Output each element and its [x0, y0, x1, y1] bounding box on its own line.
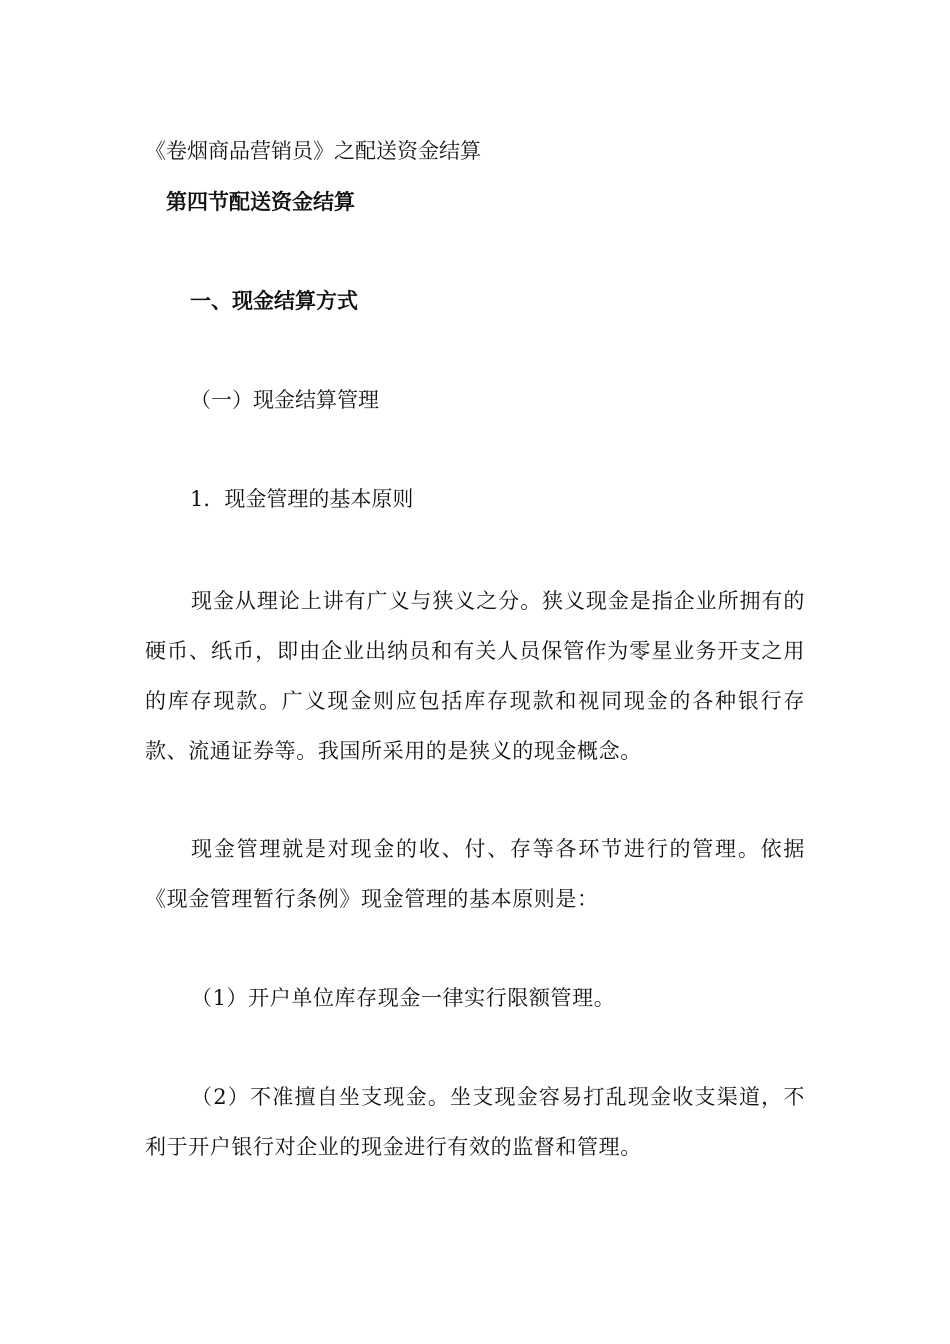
heading-cash-settlement-management: （一）现金结算管理	[190, 388, 379, 412]
paragraph-cash-management: 现金管理就是对现金的收、付、存等各环节进行的管理。依据《现金管理暂行条例》现金管理的基本原则是：	[145, 837, 805, 911]
heading-cash-settlement-method: 一、现金结算方式	[190, 288, 358, 313]
paragraph-cash-definition: 现金从理论上讲有广义与狭义之分。狭义现金是指企业所拥有的硬币、纸币，即由企业出纳员和有关人员保管作为零星业务开支之用的库存现款。广义现金则应包括库存现款和视同现金的各种银行存款、流通证券等。我国所采用的是狭义的现金概念。	[145, 589, 805, 763]
paragraph-principle-1: （1）开户单位库存现金一律实行限额管理。	[191, 986, 616, 1010]
document-title: 《卷烟商品营销员》之配送资金结算	[145, 139, 481, 163]
heading-basic-principles: 1．现金管理的基本原则	[190, 487, 414, 511]
section-heading: 第四节配送资金结算	[166, 189, 355, 214]
paragraph-principle-2: （2）不准擅自坐支现金。坐支现金容易打乱现金收支渠道，不利于开户银行对企业的现金进行有效的监督和管理。	[145, 1085, 805, 1159]
